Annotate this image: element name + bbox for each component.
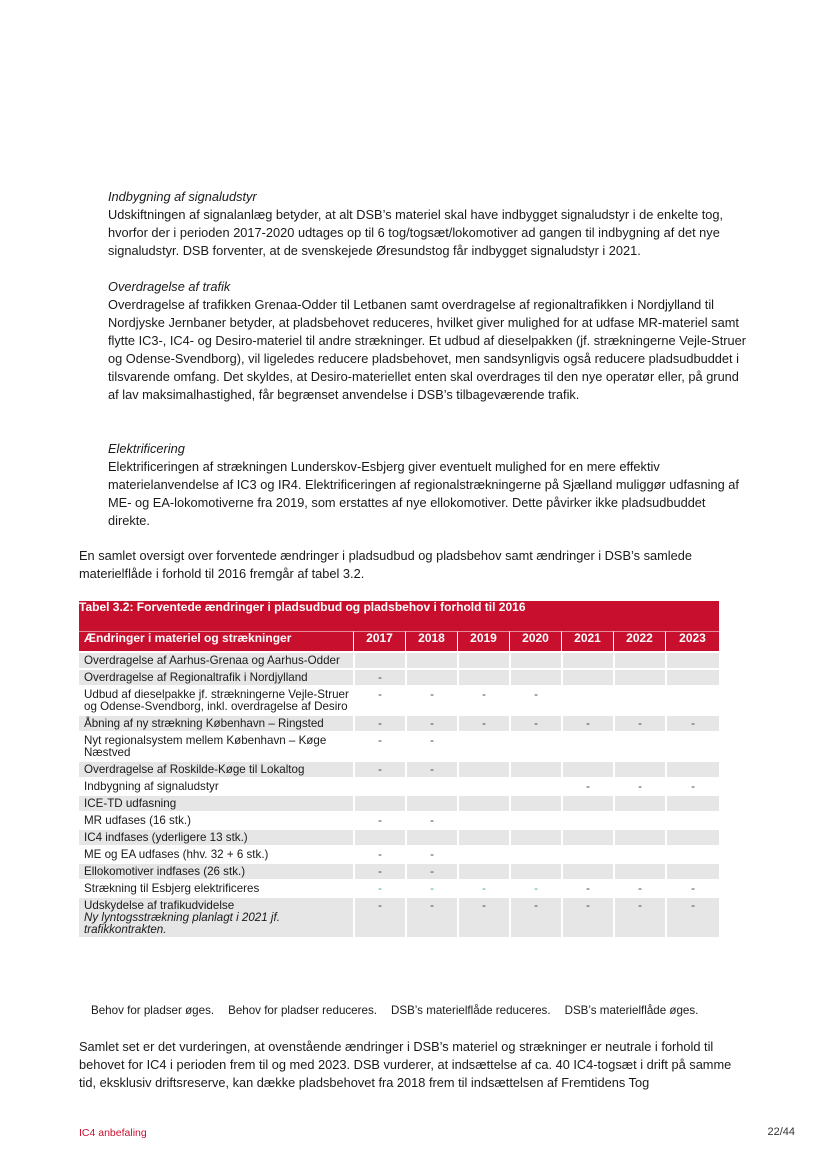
table-legend bbox=[91, 1004, 698, 1017]
year-cell bbox=[665, 760, 719, 777]
row-label-cell bbox=[79, 845, 353, 862]
year-cell bbox=[457, 731, 509, 760]
section-body: Udskiftningen af signalanlæg betyder, at alt DSB’s materiel skal have indbygget signaludstyr i de enkelte tog, hvorfor der i perioden 2017-2020 udtages op til 6 tog/togsæt/lokomotiver ad gangen til indbygning af det nye signaludstyr. DSB forventer, at de svenskejede Øresundstog får indbygget signaludstyr i 2021. bbox=[108, 207, 724, 258]
row-label: Overdragelse af Regionaltrafik i Nordjylland bbox=[84, 671, 308, 684]
legend-item: Behov for pladser reduceres. bbox=[228, 1004, 377, 1017]
column-header: 2022 bbox=[613, 631, 665, 651]
year-cell bbox=[561, 862, 613, 879]
year-cell bbox=[353, 651, 405, 668]
table-row bbox=[79, 879, 719, 896]
table-header bbox=[79, 631, 719, 651]
row-label: Indbygning af signaludstyr bbox=[84, 780, 219, 793]
year-cell bbox=[457, 794, 509, 811]
row-label-cell bbox=[79, 896, 353, 937]
year-cell: - bbox=[457, 879, 509, 896]
year-cell: - bbox=[405, 714, 457, 731]
year-cell bbox=[613, 685, 665, 714]
row-label: Overdragelse af Roskilde-Køge til Lokaltog bbox=[84, 763, 305, 776]
row-label: IC4 indfases (yderligere 13 stk.) bbox=[84, 831, 248, 844]
year-cell: - bbox=[353, 845, 405, 862]
year-cell: - bbox=[613, 896, 665, 937]
row-note: Ny lyntogsstrækning planlagt i 2021 jf. trafikkontrakten. bbox=[84, 911, 280, 936]
year-cell: - bbox=[509, 896, 561, 937]
column-header: Ændringer i materiel og strækninger bbox=[79, 631, 353, 651]
section-heading: Indbygning af signaludstyr bbox=[108, 189, 257, 204]
year-cell: - bbox=[405, 811, 457, 828]
intro-paragraph: En samlet oversigt over forventede ændringer i pladsudbud og pladsbehov samt ændringer i DSB’s samlede materielflåde i forhold til 2016 fremgår af tabel 3.2. bbox=[79, 548, 692, 581]
year-cell bbox=[353, 794, 405, 811]
row-label-cell bbox=[79, 760, 353, 777]
row-label-cell bbox=[79, 879, 353, 896]
year-cell: - bbox=[353, 896, 405, 937]
year-cell: - bbox=[457, 896, 509, 937]
year-cell bbox=[509, 651, 561, 668]
year-cell bbox=[561, 760, 613, 777]
year-cell: - bbox=[405, 896, 457, 937]
row-label-cell bbox=[79, 685, 353, 714]
year-cell bbox=[509, 668, 561, 685]
year-cell: - bbox=[613, 777, 665, 794]
year-cell bbox=[353, 828, 405, 845]
year-cell: - bbox=[353, 685, 405, 714]
year-cell: - bbox=[509, 879, 561, 896]
row-label-cell bbox=[79, 811, 353, 828]
year-cell bbox=[457, 651, 509, 668]
year-cell: - bbox=[561, 896, 613, 937]
column-header: 2017 bbox=[353, 631, 405, 651]
section-body: Overdragelse af trafikken Grenaa-Odder til Letbanen samt overdragelse af regionaltrafikken i Nordjylland til Nordjyske Jernbaner betyder, at pladsbehovet reduceres, hvilket giver mulighed for at udfase MR-materiel samt flytte IC3-, IC4- og Desiro-materiel til andre strækninger. Et udbud af dieselpakken (jf. strækningerne Vejle-Struer og Odense-Svendborg), vil ligeledes reducere pladsbehovet, men sandsynligvis også reducere pladsudbuddet i tilsvarende omfang. Det skyldes, at Desiro-materiellet enten skal overdrages til den nye operatør eller, på grund af lav maksimalhastighed, får begrænset anvendelse i DSB’s tilbageværende trafik. bbox=[108, 297, 747, 402]
year-cell bbox=[457, 811, 509, 828]
year-cell: - bbox=[353, 879, 405, 896]
section-elektrificering bbox=[108, 440, 748, 530]
year-cell bbox=[665, 811, 719, 828]
column-header: 2019 bbox=[457, 631, 509, 651]
year-cell: - bbox=[353, 862, 405, 879]
year-cell bbox=[457, 862, 509, 879]
year-cell bbox=[405, 651, 457, 668]
year-cell bbox=[665, 668, 719, 685]
table-row bbox=[79, 811, 719, 828]
row-label-cell bbox=[79, 651, 353, 668]
closing-paragraph: Samlet set er det vurderingen, at ovenstående ændringer i DSB’s materiel og strækninger er neutrale i forhold til behovet for IC4 i perioden frem til og med 2023. DSB vurderer, at indsættelse af ca. 40 IC4-togsæt i drift på samme tid, eksklusiv driftsreserve, kan dække pladsbehovet fra 2018 frem til indsættelsen af Fremtidens Tog bbox=[79, 1039, 732, 1090]
row-label: Udbud af dieselpakke jf. strækningerne Vejle-Struer og Odense-Svendborg, inkl. overdragelse af Desiro bbox=[84, 688, 349, 713]
table-row bbox=[79, 760, 719, 777]
legend-item: DSB’s materielflåde øges. bbox=[564, 1004, 699, 1017]
table-caption: Tabel 3.2: Forventede ændringer i pladsudbud og pladsbehov i forhold til 2016 bbox=[79, 601, 719, 631]
legend-item: Behov for pladser øges. bbox=[91, 1004, 215, 1017]
column-header: 2021 bbox=[561, 631, 613, 651]
footer-title: IC4 anbefaling bbox=[79, 1127, 147, 1139]
year-cell: - bbox=[405, 760, 457, 777]
table-row bbox=[79, 896, 719, 937]
year-cell: - bbox=[509, 714, 561, 731]
legend-item: DSB’s materielflåde reduceres. bbox=[390, 1004, 551, 1017]
year-cell: - bbox=[457, 714, 509, 731]
year-cell bbox=[561, 668, 613, 685]
year-cell: - bbox=[353, 760, 405, 777]
year-cell bbox=[561, 845, 613, 862]
table-row bbox=[79, 828, 719, 845]
year-cell bbox=[613, 794, 665, 811]
year-cell bbox=[405, 794, 457, 811]
section-heading: Overdragelse af trafik bbox=[108, 279, 231, 294]
row-label: Åbning af ny strækning København – Ringsted bbox=[84, 717, 324, 730]
year-cell: - bbox=[405, 879, 457, 896]
year-cell bbox=[665, 685, 719, 714]
year-cell: - bbox=[665, 777, 719, 794]
year-cell: - bbox=[353, 731, 405, 760]
year-cell bbox=[665, 862, 719, 879]
year-cell: - bbox=[561, 714, 613, 731]
year-cell bbox=[613, 811, 665, 828]
year-cell bbox=[561, 651, 613, 668]
year-cell bbox=[665, 845, 719, 862]
year-cell: - bbox=[457, 685, 509, 714]
row-label: Overdragelse af Aarhus-Grenaa og Aarhus-Odder bbox=[84, 654, 340, 667]
row-label: ICE-TD udfasning bbox=[84, 797, 177, 810]
year-cell bbox=[509, 828, 561, 845]
section-heading: Elektrificering bbox=[108, 441, 185, 456]
year-cell: - bbox=[509, 685, 561, 714]
year-cell bbox=[509, 777, 561, 794]
row-label-cell bbox=[79, 777, 353, 794]
table-3-2 bbox=[79, 601, 719, 937]
year-cell bbox=[561, 731, 613, 760]
year-cell: - bbox=[353, 811, 405, 828]
year-cell bbox=[613, 731, 665, 760]
year-cell bbox=[613, 651, 665, 668]
year-cell bbox=[561, 685, 613, 714]
row-label: Udskydelse af trafikudvidelse bbox=[84, 899, 235, 912]
table-row bbox=[79, 714, 719, 731]
year-cell: - bbox=[613, 879, 665, 896]
year-cell bbox=[561, 811, 613, 828]
year-cell: - bbox=[561, 879, 613, 896]
year-cell bbox=[613, 845, 665, 862]
year-cell: - bbox=[353, 714, 405, 731]
table-row bbox=[79, 794, 719, 811]
year-cell bbox=[405, 828, 457, 845]
year-cell bbox=[457, 760, 509, 777]
table-row bbox=[79, 668, 719, 685]
year-cell bbox=[665, 731, 719, 760]
table-row bbox=[79, 845, 719, 862]
row-label: ME og EA udfases (hhv. 32 + 6 stk.) bbox=[84, 848, 269, 861]
year-cell bbox=[457, 668, 509, 685]
table-row bbox=[79, 651, 719, 668]
year-cell: - bbox=[561, 777, 613, 794]
year-cell: - bbox=[353, 668, 405, 685]
year-cell: - bbox=[665, 879, 719, 896]
year-cell: - bbox=[405, 731, 457, 760]
table-row bbox=[79, 685, 719, 714]
year-cell bbox=[509, 811, 561, 828]
year-cell: - bbox=[405, 862, 457, 879]
year-cell bbox=[353, 777, 405, 794]
year-cell: - bbox=[613, 714, 665, 731]
table-body bbox=[79, 651, 719, 937]
row-label: Ellokomotiver indfases (26 stk.) bbox=[84, 865, 246, 878]
column-header: 2018 bbox=[405, 631, 457, 651]
row-label-cell bbox=[79, 668, 353, 685]
section-body: Elektrificeringen af strækningen Lunderskov-Esbjerg giver eventuelt mulighed for en mere effektiv materielanvendelse af IC3 og IR4. Elektrificeringen af regionalstrækningerne på Sjælland muliggør udfasning af ME- og EA-lokomotiverne fra 2019, som erstattes af nye ellokomotiver. Dette påvirker ikke pladsudbuddet direkte. bbox=[108, 459, 739, 528]
year-cell bbox=[613, 862, 665, 879]
year-cell bbox=[665, 828, 719, 845]
row-label-cell bbox=[79, 828, 353, 845]
row-label-cell bbox=[79, 794, 353, 811]
row-label: MR udfases (16 stk.) bbox=[84, 814, 191, 827]
year-cell: - bbox=[665, 896, 719, 937]
year-cell bbox=[613, 828, 665, 845]
year-cell bbox=[665, 651, 719, 668]
row-label: Strækning til Esbjerg elektrificeres bbox=[84, 882, 260, 895]
year-cell bbox=[613, 760, 665, 777]
row-label-cell bbox=[79, 714, 353, 731]
year-cell bbox=[561, 828, 613, 845]
year-cell bbox=[509, 845, 561, 862]
row-label: Nyt regionalsystem mellem København – Køge Næstved bbox=[84, 734, 327, 759]
year-cell: - bbox=[405, 845, 457, 862]
year-cell bbox=[561, 794, 613, 811]
year-cell bbox=[665, 794, 719, 811]
section-signaludstyr bbox=[108, 188, 748, 260]
year-cell bbox=[457, 828, 509, 845]
column-header: 2023 bbox=[665, 631, 719, 651]
year-cell bbox=[509, 731, 561, 760]
page-number: 22/44 bbox=[767, 1126, 795, 1138]
year-cell bbox=[613, 668, 665, 685]
year-cell bbox=[405, 777, 457, 794]
year-cell bbox=[509, 794, 561, 811]
table-row bbox=[79, 862, 719, 879]
year-cell bbox=[509, 760, 561, 777]
table-row bbox=[79, 731, 719, 760]
year-cell: - bbox=[665, 714, 719, 731]
year-cell bbox=[405, 668, 457, 685]
year-cell bbox=[509, 862, 561, 879]
year-cell: - bbox=[405, 685, 457, 714]
table-row bbox=[79, 777, 719, 794]
year-cell bbox=[457, 845, 509, 862]
year-cell bbox=[457, 777, 509, 794]
section-overdragelse bbox=[108, 278, 748, 404]
row-label-cell bbox=[79, 862, 353, 879]
row-label-cell bbox=[79, 731, 353, 760]
column-header: 2020 bbox=[509, 631, 561, 651]
